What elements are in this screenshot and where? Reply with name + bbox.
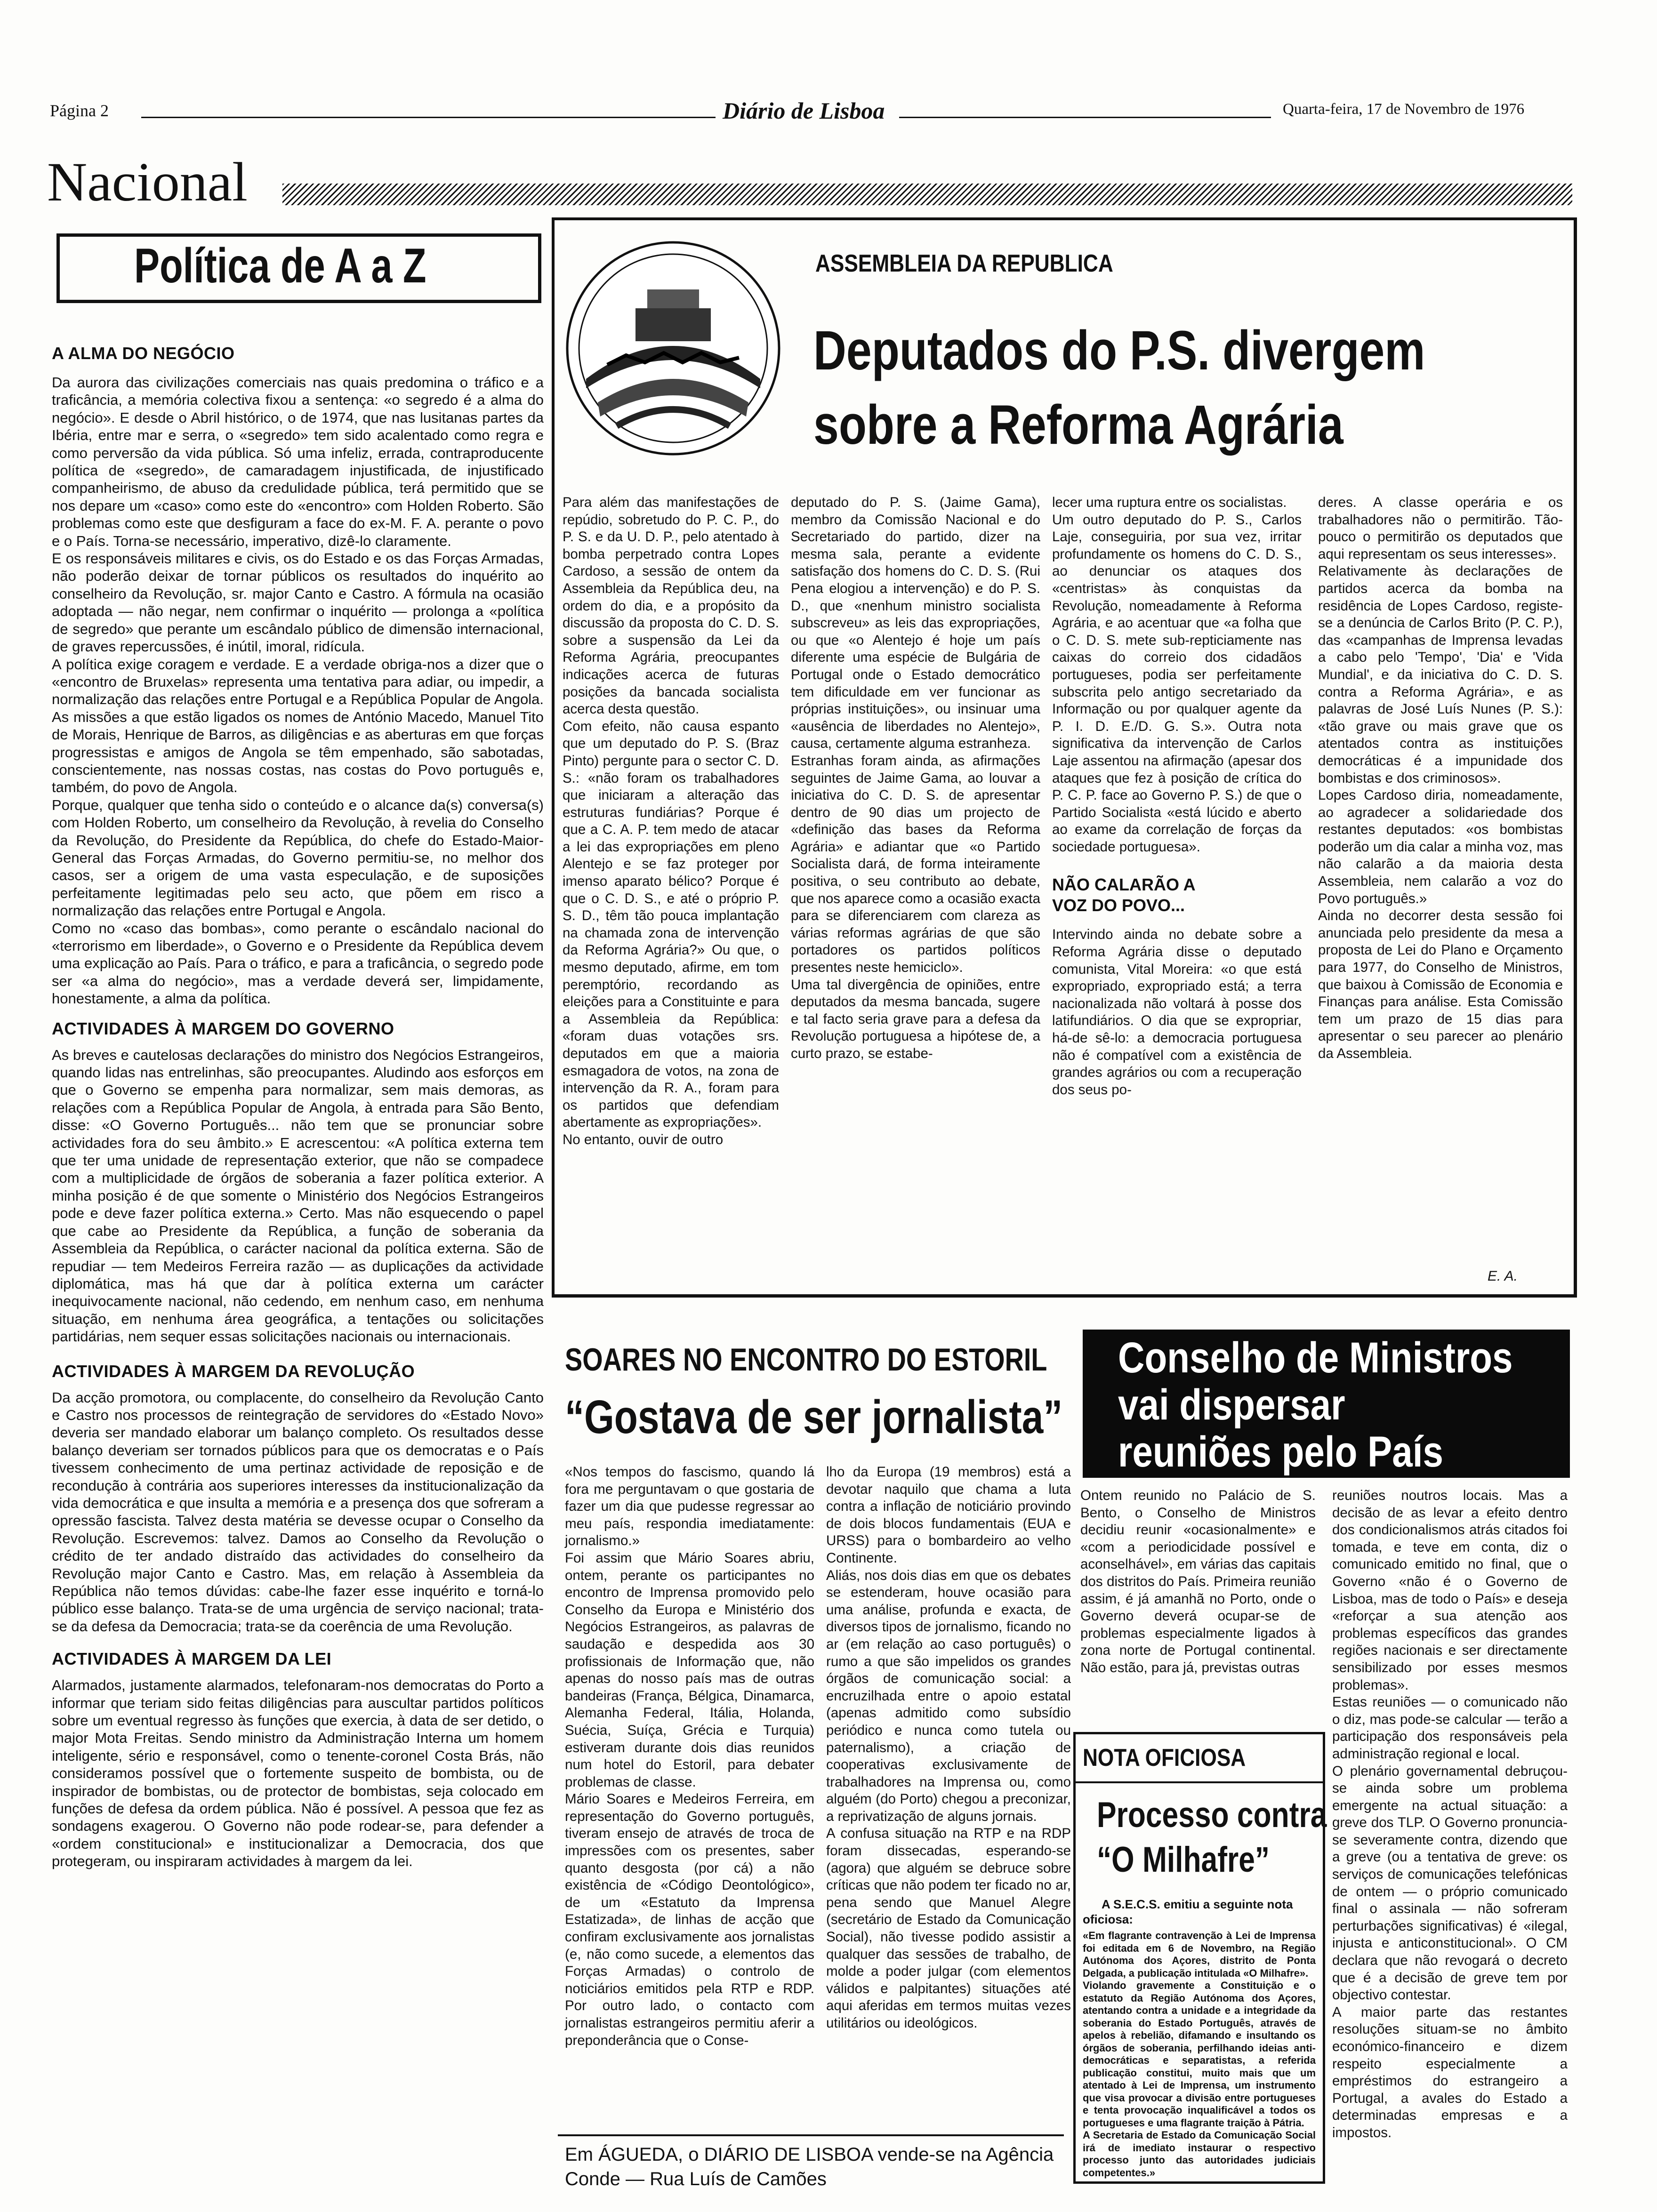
assembly-signature: E. A. — [1488, 1268, 1518, 1284]
conselho-headline-line1: Conselho de Ministros — [1118, 1334, 1513, 1382]
nota-headline-line1: Processo contra — [1097, 1795, 1327, 1835]
subhead-revolucao: ACTIVIDADES À MARGEM DA REVOLUÇÃO — [52, 1361, 415, 1381]
assembly-column-3 — [1052, 494, 1302, 1098]
agueda-notice: Em ÁGUEDA, o DIÁRIO DE LISBOA vende-se na Agência Conde — Rua Luís de Camões — [565, 2144, 1054, 2189]
assembly-headline-line1: Deputados do P.S. divergem — [813, 320, 1425, 382]
soares-headline: “Gostava de ser jornalista” — [565, 1391, 1063, 1443]
soares-kicker: SOARES NO ENCONTRO DO ESTORIL — [565, 1342, 1047, 1378]
left-column — [52, 344, 544, 2179]
assembly-column-3-bottom: Intervindo ainda no debate sobre a Reforma Agrária disse o deputado comunista, Vital Moreira: «o que está expropriado, expropriado está; a terra nacionalizada não voltará à posse dos latifundiários. O dia que se expropriar, há-de sê-lo: a democracia portuguesa não é compatível com a existência de grandes agrários ou com a recuperação dos seus po- — [1052, 927, 1302, 1098]
assembly-column-3-top: lecer uma ruptura entre os socialistas. Um outro deputado do P. S., Carlos Laje, conseguiria, por sua vez, irritar profundamente os homens do C. D. S., ao denunciar os ataques dos «centristas» às conquistas da Revolução, nomeadamente à Reforma Agrária, e ao acentuar que «a folha que o C. D. S. mete sub-repticiamente nas caixas do correio dos cidadãos portugueses, podia ser perfeitamente subscrita pelo antigo secretariado da Informação ou por qualquer agente da P. I. D. E./D. G. S.». Outra nota significativa da intervenção de Carlos Laje assentou na afirmação (apesar dos ataques que fez à posição de crítica do P. C. P. face ao Governo P. S.) de que o Partido Socialista «está lúcido e aberto ao exame da correlação de forças da sociedade portuguesa». — [1052, 495, 1302, 855]
paragraph-revolucao: Da acção promotora, ou complacente, do conselheiro da Revolução Canto e Castro nos processos de reintegração de servidores do «Estado Novo» deveria ser mandado elaborar um balanço completo. Os resultados desse balanço deveriam ser tornados públicos para que os democratas e o País tivessem conhecimento de uma pertinaz actividade de reposição e de recondução à contrária aos superiores interesses da institucionalização da vida democrática e que insulta a memória e a presença dos que sofreram a opressão fascista. Talvez desta matéria se devesse ocupar o Conselho da Revolução. Escrevemos: talvez. Damos ao Conselho da Revolução o crédito de ter andado distraído das actividades do conselheiro da Revolução major Canto e Castro. Mas, em relação à Assembleia da República não temos dúvidas: cabe-lhe fazer esse inquérito e torná-lo público esse balanço. Trata-se de uma urgência de serviço nacional; trata-se da defesa da Democracia; trata-se da coerência de uma Revolução. — [52, 1389, 544, 1635]
assembly-column-4: deres. A classe operária e os trabalhadores não o permitirão. Tão-pouco o permitirão os deputados que aqui representam os seus interesses». Relativamente às declarações de partidos acerca da bomba na residência de Lopes Cardoso, registe-se a denúncia de Carlos Brito (P. C. P.), das «campanhas de Imprensa levadas a cabo pelo 'Tempo', 'Dia' e 'Vida Mundial', e da iniciativa do C. D. S. contra a Reforma Agrária», e as palavras de José Luís Nunes (P. S.): «tão grave ou mais grave que os atentados contra as instituições democráticas é a impunidade dos bombistas e dos criminosos». Lopes Cardoso diria, nomeadamente, ao agradecer a solidariedade dos restantes deputados: «os bombistas poderão um dia calar a minha voz, mas não calarão a da maioria desta Assembleia, nem calarão a voz do Povo português.» Ainda no decorrer desta sessão foi anunciada pelo presidente da mesa a proposta de Lei do Plano e Orçamento para 1977, do Conselho de Ministros, que baixou à Comissão de Economia e Finanças para análise. Esta Comissão tem um prazo de 15 dias para apresentar o seu parecer ao plenário da Assembleia. — [1318, 495, 1563, 1061]
conselho-headline-line2: vai dispersar — [1118, 1381, 1345, 1429]
conselho-column-2: reuniões noutros locais. Mas a decisão de as levar a efeito dentro dos condicionalismos atrás citados foi tomada, e teve em conta, diz o comunicado emitido no final, que o Governo «não é o Governo de Lisboa, mas de todo o País» e deseja «reforçar a sua atenção aos problemas específicos das grandes regiões nacionais e ser directamente sensibilizado por esses mesmos problemas». Estas reuniões — o comunicado não o diz, mas pode-se calcular — terão a participação dos responsáveis pela administração regional e local. O plenário governamental debruçou-se ainda sobre um problema emergente na actual situação: a greve dos TLP. O Governo pronuncia-se severamente contra, dizendo que a greve (ou a tentativa de greve: os serviços de comunicações telefónicas de ontem — o próprio comunicado final o assinala — não sofreram perturbações significativas) é «ilegal, injusta e anticonstitucional». O CM declara que não revogará o decreto que é a decisão de greve tem por objectivo contestar. A maior parte das restantes resoluções situam-se no âmbito económico-financeiro e dizem respeito especialmente a empréstimos do estrangeiro a Portugal, a avales do Estado a determinadas empresas e a impostos. — [1332, 1488, 1568, 2140]
conselho-column-1: Ontem reunido no Palácio de S. Bento, o Conselho de Ministros decidiu reunir «ocasionalmente» e «com a periodicidade possível e aconselhável», em várias das capitais dos distritos do País. Primeira reunião assim, é já amanhã no Porto, onde o Governo deverá ocupar-se de problemas especialmente ligados à zona norte de Portugal continental. Não estão, para já, previstas outras — [1080, 1488, 1316, 1675]
nota-intro: A S.E.C.S. emitiu a seguinte nota oficiosa: — [1083, 1897, 1293, 1926]
section-title: Nacional — [47, 151, 248, 213]
paragraph-governo: As breves e cautelosas declarações do ministro dos Negócios Estrangeiros, quando lidas nas entrelinhas, são preocupantes. Aludindo aos esforços em que o Governo se empenha para normalizar, sem mais demoras, as relações com a República Popular de Angola, à entrada para São Bento, disse: «O Governo Português... não tem que se pronunciar sobre actividades fora do seu âmbito.» E acrescentou: «A política externa tem que ter uma unidade de representação exterior, que não se compadece com a multiplicidade de órgãos de soberania a fazer política exterior. A minha posição é de que somente o Ministério dos Negócios Estrangeiros pode e deve fazer política externa.» Certo. Mas não esquecendo o papel que cabe ao Presidente da República, a função de soberania da Assembleia da República, o carácter nacional da política externa. São de repudiar — tem Medeiros Ferreira razão — as duplicações da actividade diplomática, mas há que dar à política externa um carácter inequivocamente nacional, não cedendo, em nenhum caso, em nenhuma situação, em nenhuma área geográfica, a tentações ou solicitações partidárias, nem sequer essas solicitações nacionais ou internacionais. — [52, 1046, 544, 1345]
subhead-governo: ACTIVIDADES À MARGEM DO GOVERNO — [52, 1018, 394, 1038]
nota-kicker: NOTA OFICIOSA — [1083, 1744, 1246, 1771]
assembly-kicker: ASSEMBLEIA DA REPUBLICA — [815, 250, 1113, 277]
subhead-lei: ACTIVIDADES À MARGEM DA LEI — [52, 1649, 332, 1669]
subhead-alma: A ALMA DO NEGÓCIO — [52, 344, 235, 363]
soares-column-1: «Nos tempos do fascismo, quando lá fora me perguntavam o que gostaria de fazer um dia que pudesse regressar ao meu país, respondia imediatamente: jornalismo.» Foi assim que Mário Soares abriu, ontem, perante os participantes no encontro de Imprensa promovido pelo Conselho da Europa e Ministério dos Negócios Estrangeiros, as palavras de saudação e despedida aos 30 profissionais de Informação que, não apenas do nosso país mas de outras bandeiras (França, Bélgica, Dinamarca, Alemanha Federal, Itália, Holanda, Suécia, Suíça, Grécia e Turquia) estiveram durante dois dias reunidos num hotel do Estoril, para debater problemas de classe. Mário Soares e Medeiros Ferreira, em representação do Governo português, tiveram ensejo de através de troca de impressões com os presentes, saber quanto desgosta (por cá) a não existência de «Código Deontológico», de um «Estatuto da Imprensa Estatizada», de linhas de acção que confiram exclusivamente aos jornalistas (e, não como sucede, a elementos das Forças Armadas) o controlo de noticiários emitidos pela RTP e RDP. Por outro lado, o contacto com jornalistas estrangeiros permitiu aferir a preponderância que o Conse- — [565, 1464, 814, 2048]
nota-rule — [1076, 1781, 1323, 1783]
page-number: Página 2 — [50, 101, 109, 120]
column-title: Política de A a Z — [134, 239, 426, 293]
agueda-rule — [558, 2134, 1064, 2136]
paragraph-lei: Alarmados, justamente alarmados, telefonaram-nos democratas do Porto a informar que teriam sido feitas diligências para auscultar partidos políticos sobre um eventual regresso às funções que exercia, à data de ser detido, o major Mota Freitas. Sendo ministro da Administração Interna um homem inteligente, sério e responsável, como o tenente-coronel Costa Brás, não consideramos possível que o fortemente suspeito de bombista, ou de inspirador de bombistas, ou de protector de bombistas, seja colocado em funções de defesa da ordem pública. Não é possível. A pessoa que fez as sondagens exagerou. O Governo não pode rodear-se, para defender a «ordem constitucional» e institucionalizar a Democracia, dos que protegeram, ou inspiraram actividades à margem da lei. — [52, 1677, 544, 1870]
assembly-column-2: deputado do P. S. (Jaime Gama), membro da Comissão Nacional e do Secretariado do partido, dizer na mesma sala, perante a evidente satisfação dos homens do C. D. S. (Rui Pena elogiou a intervenção) e do P. S. D., que «nenhum ministro socialista subscreveu» as leis das expropriações, ou que «o Alentejo é hoje um país diferente uma espécie de Bulgária de Portugal onde o Estado democrático tem dificuldade em ver funcionar as próprias instituições», ou insinuar uma «ausência de liberdades no Alentejo», causa, certamente alguma estranheza. Estranhas foram ainda, as afirmações seguintes de Jaime Gama, ao louvar a iniciativa do C. D. S. de apresentar dentro de 90 dias um projecto de «definição das bases da Reforma Agrária» e adiantar que «o Partido Socialista dará, de forma inteiramente positiva, o seu contributo ao debate, que nos aparece como a ocasião exacta para se diferenciarem com clareza as várias reformas agrárias de que são portadores os partidos políticos presentes neste hemiciclo». Uma tal divergência de opiniões, entre deputados da mesma bancada, sugere e tal facto seria grave para a defesa da Revolução portuguesa a hipótese de, a curto prazo, se estabe- — [791, 495, 1040, 1061]
paragraph-alma: Da aurora das civilizações comerciais nas quais predomina o tráfico e a traficância, a memória colectiva fixou a sentença: «o segredo é a alma do negócio». E desde o Abril histórico, o de 1974, que nas lusitanas partes da Ibéria, entre mar e serra, o «segredo» tem sido acalentado como regra e como perversão da vida pública. Só uma infeliz, errada, contraproducente política de «segredo», de camaradagem injustificada, de injustificado companheirismo, de abuso da credulidade pública, terá permitido que se nos depare um «caso» como este do «encontro» com Holden Roberto. São problemas como este que desfiguram a face do ex-M. F. A. perante o povo e o País. Torna-se necessário, imperativo, dizê-lo claramente. E os responsáveis militares e civis, os do Estado e os das Forças Armadas, não poderão deixar de tornar públicos os resultados do inquérito ao conselheiro da Revolução, sr. major Canto e Castro. A fórmula na ocasião adoptada — não negar, nem confirmar o inquérito — prolonga a «política de segredo» que perante um escândalo público de dimensão internacional, de graves repercussões, é inútil, imoral, ridícula. A política exige coragem e verdade. E a verdade obriga-nos a dizer que o «encontro de Bruxelas» representa uma tentativa para adiar, ou impedir, a normalização das relações entre Portugal e a República Popular de Angola. As missões a que estão ligados os nomes de António Macedo, Manuel Tito de Morais, Henrique de Barros, as diligências e as aberturas em que forças progressistas e amigos de Angola se têm empenhado, são sabotadas, conscientemente, nas nossas costas, nas costas do Povo português e, também, do povo de Angola. Porque, qualquer que tenha sido o conteúdo e o alcance da(s) conversa(s) com Holden Roberto, um conselheiro da Revolução, à revelia do Conselho da Revolução, do Presidente da República, do chefe do Estado-Maior-General das Forças Armadas, do Governo permitiu-se, no melhor dos casos, ser a origem de uma vasta especulação, e de suposições perfeitamente legitimadas pelo seu acto, que põem em risco a normalização das relações entre Portugal e Angola. Como no «caso das bombas», como perante o escândalo nacional do «terrorismo em liberdade», o Governo e o Presidente da República devem uma explicação ao País. Para o tráfico, e para a traficância, o segredo pode ser «a alma do negócio», mas a verdade deverá ser, limpidamente, honestamente, a alma da política. — [52, 374, 544, 1007]
nota-headline-line2: “O Milhafre” — [1097, 1840, 1270, 1880]
masthead-rule-left — [141, 117, 716, 118]
nota-body: «Em flagrante contravenção à Lei de Imprensa foi editada em 6 de Novembro, na Região Autónoma dos Açores, distrito de Ponta Delgada, a publicação intitulada «O Milhafre». Violando gravemente a Constituição e o estatuto da Região Autónoma dos Açores, atentando contra a unidade e a integridade da soberania do Estado Português, através de apelos à rebelião, difamando e insultando os órgãos de soberania, perfilhando ideias anti-democráticas e separatistas, a referida publicação constitui, muito mais que um atentado à Lei de Imprensa, um instrumento que visa provocar a divisão entre portugueses e tenta provocação inqualificável a todos os portugueses e uma flagrante traição à Pátria. A Secretaria de Estado da Comunicação Social irá de imediato instaurar o respectivo processo junto das autoridades judiciais competentes.» — [1083, 1930, 1316, 2179]
assembly-photo — [560, 238, 786, 459]
masthead-date: Quarta-feira, 17 de Novembro de 1976 — [1283, 101, 1525, 118]
assembly-headline-line2: sobre a Reforma Agrária — [813, 394, 1343, 456]
soares-column-2: lho da Europa (19 membros) está a devotar naquilo que chama a luta contra a inflação de noticiário provindo de dois blocos fundamentais (EUA e URSS) para o bombardeiro ao velho Continente. Aliás, nos dois dias em que os debates se estenderam, houve ocasião para uma análise, profunda e exacta, de diversos tipos de jornalismo, ficando no ar (em relação ao caso português) o rumo a que são impelidos os grandes órgãos de comunicação social: a encruzilhada entre o apoio estatal (apenas admitido como subsídio periódico e nunca como tutela ou paternalismo), a criação de cooperativas exclusivamente de trabalhadores na Imprensa ou, como alguém (do Porto) chegou a preconizar, a reprivatização de alguns jornais. A confusa situação na RTP e na RDP foram dissecadas, esperando-se (agora) que alguém se debruce sobre críticas que não podem ter ficado no ar, pena sendo que Manuel Alegre (secretário de Estado da Comunicação Social), não tivesse podido assistir a qualquer das sessões de trabalho, de molde a poder julgar (com elementos válidos e palpitantes) situações até aqui aferidas em termos muitas vezes utilitários ou ideológicos. — [826, 1464, 1071, 2031]
masthead-rule-right — [899, 117, 1271, 118]
masthead-title: Diário de Lisboa — [723, 97, 885, 124]
conselho-headline-line3: reuniões pelo País — [1118, 1428, 1444, 1476]
assembly-column-1: Para além das manifestações de repúdio, sobretudo do P. C. P., do P. S. e da U. D. P., pelo atentado à bomba perpetrado contra Lopes Cardoso, a sessão de ontem da Assembleia da República deu, na ordem do dia, e a propósito da discussão da proposta do C. D. S. sobre a suspensão da Lei da Reforma Agrária, preocupantes indicações acerca de futuras posições da bancada socialista acerca desta questão. Com efeito, não causa espanto que um deputado do P. S. (Braz Pinto) pergunte para o sector C. D. S.: «não foram os trabalhadores que iniciaram a alteração das estruturas fundiárias? Porque é que a C. A. P. tem medo de atacar a lei das expropriações em pleno Alentejo e se faz proteger por imenso aparato bélico? Porque é que o C. D. S., e até o próprio P. S. D., têm tão pouca implantação na chamada zona de intervenção da Reforma Agrária?» Ou que, o mesmo deputado, afirme, em tom peremptório, recordando as eleições para a Constituinte e para a Assembleia da República: «foram duas votações srs. deputados em que a maioria esmagadora de votos, na zona de intervenção da R. A., foram para os partidos que defendiam abertamente as expropriações». No entanto, ouvir de outro — [563, 495, 779, 1147]
assembly-subhead: NÃO CALARÃO A VOZ DO POVO... — [1052, 875, 1195, 915]
section-hatch — [282, 184, 1572, 205]
